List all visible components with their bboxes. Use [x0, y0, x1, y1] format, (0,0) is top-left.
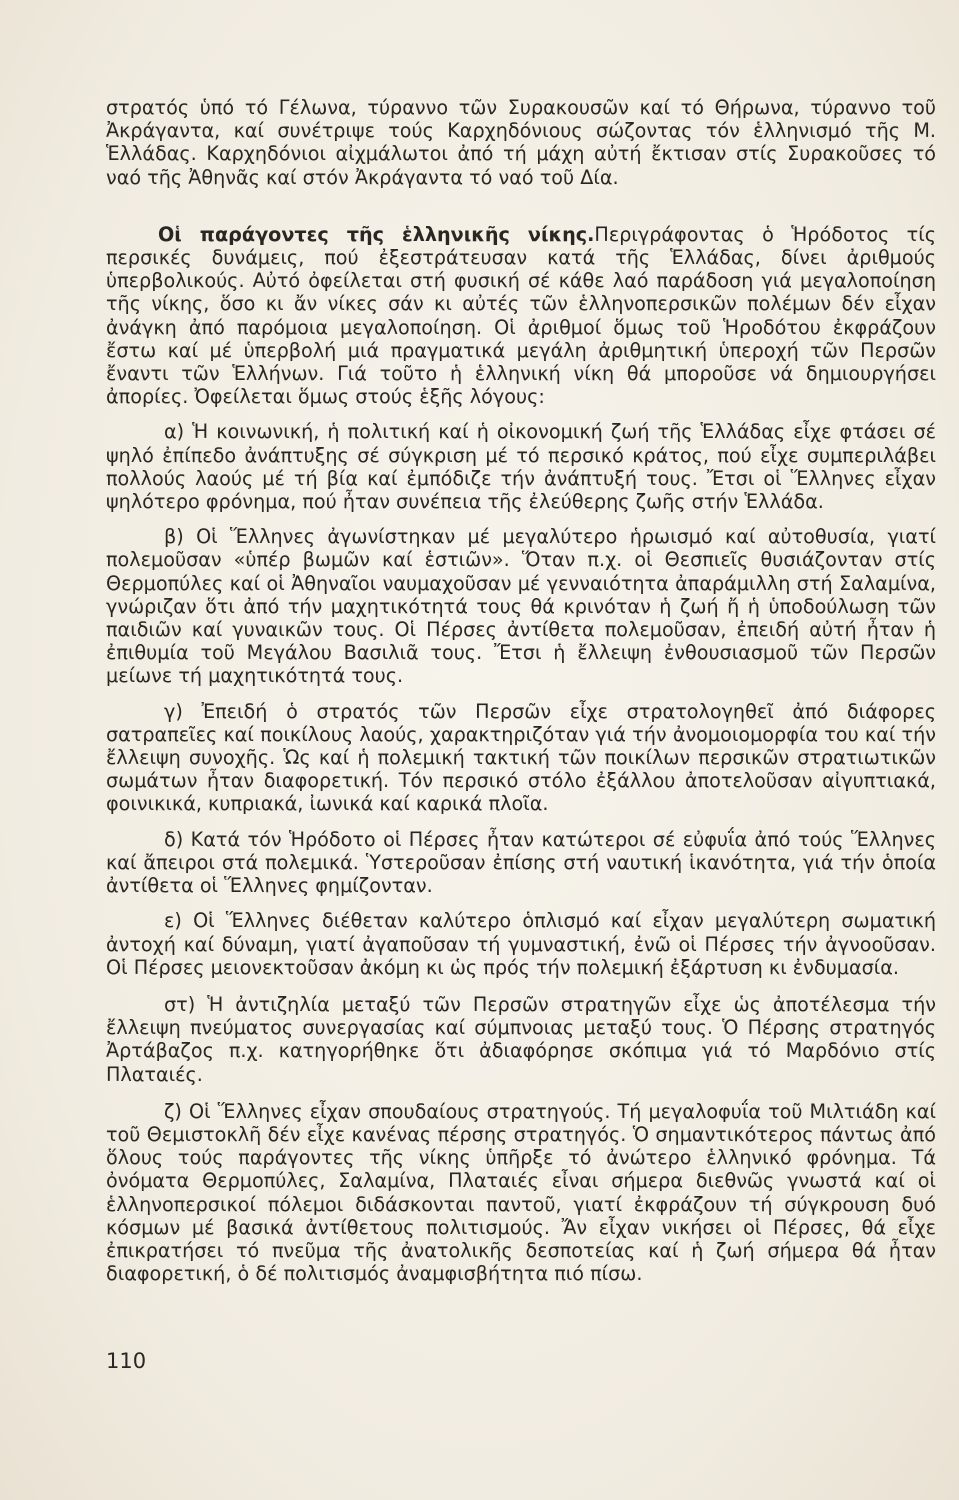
point-text: Οἱ Ἕλληνες εἶχαν σπουδαίους στρατηγούς. Τή μεγαλοφυΐα τοῦ Μιλτιάδη καί τοῦ Θεμιστοκλῆ δέν εἶχε κανένας πέρσης στρατηγός. Ὁ σημαντικότερος πάντως ἀπό ὅλους τούς παράγοντες τῆς νίκης ὑπῆρξε τό ἀνώτερο ἑλληνικό φρόνημα. Τά ὀνόματα Θερμοπύλες, Σαλαμίνα, Πλαταιές εἶναι σήμερα διεθνῶς γνωστά καί οἱ ἑλληνοπερσικοί πόλεμοι διδάσκονται παντοῦ, γιατί ἐκφράζουν τή σύγκρουση δυό κόσμων μέ βασικά ἀντίθετους πολιτισμούς. Ἄν εἶχαν νικήσει οἱ Πέρσες, θά εἶχε ἐπικρατήσει τό πνεῦμα τῆς ἀνατολικῆς δεσποτείας καί ἡ ζωή σήμερα θά ἦταν διαφορετική, ὁ δέ πολιτισμός ἀναμφισβήτητα πιό πίσω. — [106, 1099, 937, 1286]
page-number: 110 — [106, 1349, 147, 1373]
point-b — [106, 525, 936, 687]
section-body: Περιγράφοντας ὁ Ἡρόδοτος τίς περσικές δυνάμεις, πού ἐξεστράτευσαν κατά τῆς Ἑλλάδας, δίνει ἀριθμούς ὑπερβολικούς. Αὐτό ὀφείλεται στή φυσική σέ κάθε λαό παράδοση γιά μεγαλοποίηση τῆς νίκης, ὅσο κι ἄν νίκες σάν κι αὐτές τῶν ἑλληνοπερσικῶν πολέμων δέν εἶχαν ἀνάγκη ἀπό παρόμοια μεγαλοποίηση. Οἱ ἀριθμοί ὅμως τοῦ Ἡροδότου ἐκφράζουν ἔστω καί μέ ὑπερβολή μιά πραγματικά μεγάλη ἀριθμητική ὑπεροχή τῶν Περσῶν ἔναντι τῶν Ἑλλήνων. Γιά τοῦτο ἡ ἑλληνική νίκη θά μποροῦσε νά δημιουργήσει ἀπορίες. Ὀφείλεται ὅμως στούς ἑξῆς λόγους: — [106, 222, 936, 409]
point-label: στ) — [164, 992, 196, 1016]
point-label: γ) — [164, 699, 183, 723]
section-paragraph — [106, 223, 936, 409]
point-label: ε) — [164, 909, 182, 933]
point-text: Ἡ ἀντιζηλία μεταξύ τῶν Περσῶν στρατηγῶν εἶχε ὡς ἀποτέλεσμα τήν ἔλλειψη πνεύματος συνεργασίας καί σύμπνοιας μεταξύ τους. Ὁ Πέρσης στρατηγός Ἀρτάβαζος π.χ. κατηγορήθηκε ὅτι ἀδιαφόρησε σκόπιμα γιά τό Μαρδόνιο στίς Πλαταιές. — [106, 992, 936, 1086]
point-text: Κατά τόν Ἡρόδοτο οἱ Πέρσες ἦταν κατώτεροι σέ εὐφυΐα ἀπό τούς Ἕλληνες καί ἄπειροι στά πολεμικά. Ὑστεροῦσαν ἐπίσης στή ναυτική ἱκανότητα, γιά τήν ὁποία ἀντίθετα οἱ Ἕλληνες φημίζονταν. — [106, 827, 937, 898]
point-label: β) — [164, 525, 184, 549]
point-st — [106, 993, 936, 1086]
section-heading: Οἱ παράγοντες τῆς ἑλληνικῆς νίκης. — [158, 222, 595, 246]
point-label: δ) — [164, 827, 184, 851]
page-text — [106, 96, 936, 1285]
point-e — [106, 909, 936, 979]
point-d — [106, 828, 936, 898]
point-text: Οἱ Ἕλληνες διέθεταν καλύτερο ὁπλισμό καί εἶχαν μεγαλύτερη σωματική ἀντοχή καί δύναμη, γιατί ἀγαποῦσαν τή γυμναστική, ἐνῶ οἱ Πέρσες τήν ἀγνοοῦσαν. Οἱ Πέρσες μειονεκτοῦσαν ἀκόμη κι ὡς πρός τήν πολεμική ἐξάρτυση κι ἐνδυμασία. — [106, 909, 936, 979]
point-label: α) — [164, 420, 185, 444]
point-c — [106, 700, 936, 816]
point-text: Ἐπειδή ὁ στρατός τῶν Περσῶν εἶχε στρατολογηθεῖ ἀπό διάφορες σατραπεῖες καί ποικίλους λαούς, χαρακτηριζόταν γιά τήν ἀνομοιομορφία του καί τήν ἔλλειψη συνοχῆς. Ὡς καί ἡ πολεμική τακτική τῶν ποικίλων περσικῶν στρατιωτικῶν σωμάτων ἦταν διαφορετική. Τόν περσικό στόλο ἐξάλλου ἀποτελοῦσαν αἰγυπτιακά, φοινικικά, κυπριακά, ἰωνικά καί καρικά πλοῖα. — [106, 699, 936, 816]
intro-paragraph: στρατός ὑπό τό Γέλωνα, τύραννο τῶν Συρακουσῶν καί τό Θήρωνα, τύραννο τοῦ Ἀκράγαντα, καί συνέτριψε τούς Καρχηδόνιους σώζοντας τόν ἑλληνισμό τῆς Μ. Ἑλλάδας. Καρχηδόνιοι αἰχμάλωτοι ἀπό τή μάχη αὐτή ἔκτισαν στίς Συρακοῦσες τό ναό τῆς Ἀθηνᾶς καί στόν Ἀκράγαντα τό ναό τοῦ Δία. — [106, 96, 936, 189]
point-text: Οἱ Ἕλληνες ἀγωνίστηκαν μέ μεγαλύτερο ἡρωισμό καί αὐτοθυσία, γιατί πολεμοῦσαν «ὑπέρ βωμῶν καί ἑστιῶν». Ὅταν π.χ. οἱ Θεσπιεῖς θυσιάζονταν στίς Θερμοπύλες καί οἱ Ἀθηναῖοι ναυμαχοῦσαν μέ γενναιότητα ἀπαράμιλλη στή Σαλαμίνα, γνώριζαν ὅτι ἀπό τήν μαχητικότητά τους θά κρινόταν ἡ ζωή ἤ ἡ ὑποδούλωση τῶν παιδιῶν καί γυναικῶν τους. Οἱ Πέρσες ἀντίθετα πολεμοῦσαν, ἐπειδή αὐτή ἦταν ἡ ἐπιθυμία τοῦ Μεγάλου Βασιλιᾶ τους. Ἔτσι ἡ ἔλλειψη ἐνθουσιασμοῦ τῶν Περσῶν μείωνε τή μαχητικότητά τους. — [106, 525, 936, 688]
point-z — [106, 1100, 936, 1286]
point-a — [106, 420, 936, 513]
point-text: Ἡ κοινωνική, ἡ πολιτική καί ἡ οἰκονομική ζωή τῆς Ἑλλάδας εἶχε φτάσει σέ ψηλό ἐπίπεδο ἀνάπτυξης σέ σύγκριση μέ τό περσικό κράτος, πού εἶχε συμπεριλάβει πολλούς λαούς μέ τή βία καί ἐμπόδιζε τήν ἀνάπτυξή τους. Ἔτσι οἱ Ἕλληνες εἶχαν ψηλότερο φρόνημα, πού ἦταν συνέπεια τῆς ἐλεύθερης ζωῆς στήν Ἑλλάδα. — [106, 420, 936, 514]
point-label: ζ) — [164, 1099, 182, 1123]
